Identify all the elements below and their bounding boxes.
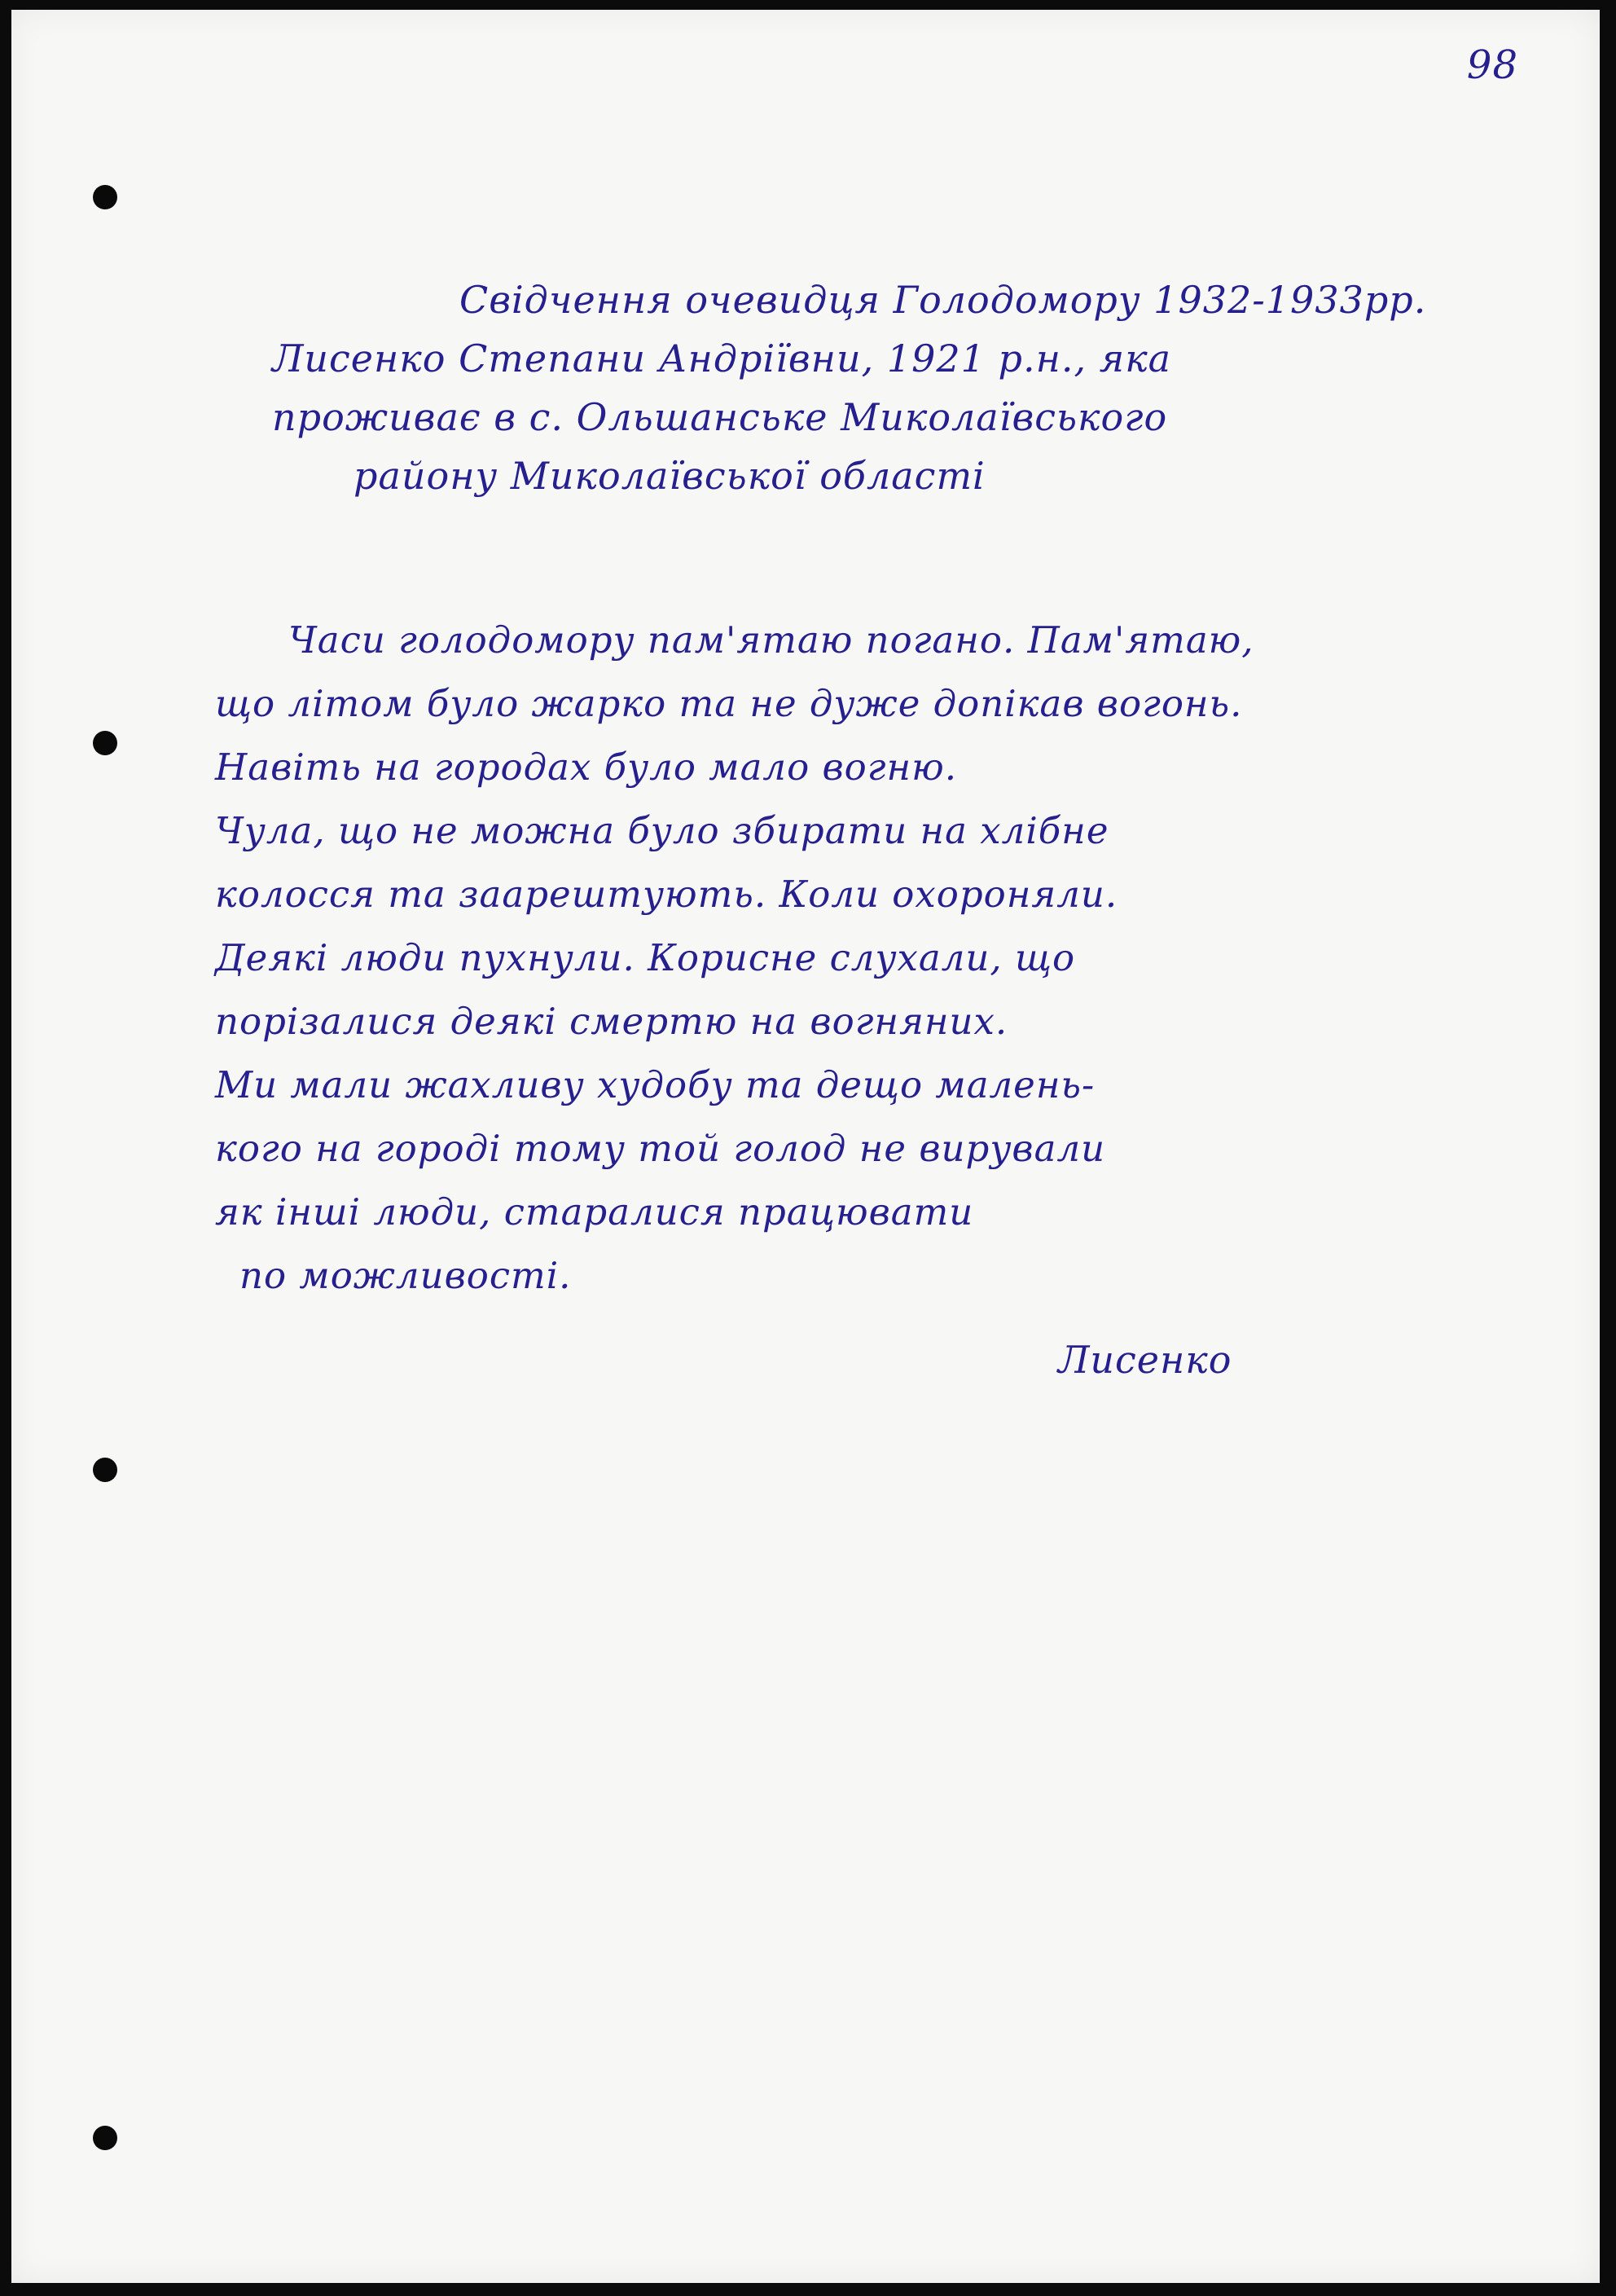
body-line: Часи голодомору пам'ятаю погано. Пам'ятаю, [288,618,1254,662]
punch-hole-2 [93,731,117,755]
testimony-body [215,609,1583,1308]
heading-line: району Миколаївської області [354,454,986,498]
signature: Лисенко [1058,1338,1232,1382]
body-line: Ми мали жахливу худобу та дещо малень- [215,1063,1096,1106]
body-line: Навіть на городах було мало вогню. [215,746,958,789]
body-line: Чула, що не можна було збирати на хлібне [215,809,1109,852]
punch-hole-3 [93,1458,117,1482]
body-line: Деякі люди пухнули. Корисне слухали, що [215,936,1076,979]
heading-line: Лисенко Степани Андріївни, 1921 р.н., яка [272,336,1172,380]
heading-line: Свідчення очевидця Голодомору 1932-1933рр. [459,278,1427,322]
page-number: 98 [1466,42,1518,88]
document-page [11,10,1600,2283]
body-line: що літом було жарко та не дуже допікав вогонь. [215,682,1243,725]
body-line: як інші люди, старалися працювати [215,1190,974,1234]
testimony-heading [272,271,1559,505]
body-line: колосся та заарештують. Коли охороняли. [215,873,1118,916]
body-line: порізалися деякі смертю на вогняних. [215,1000,1008,1043]
punch-hole-4 [93,2126,117,2150]
body-line: по можливості. [239,1254,572,1297]
body-line: кого на городі тому той голод не вирували [215,1127,1106,1170]
heading-line: проживає в с. Ольшанське Миколаївського [272,395,1168,439]
punch-hole-1 [93,185,117,209]
